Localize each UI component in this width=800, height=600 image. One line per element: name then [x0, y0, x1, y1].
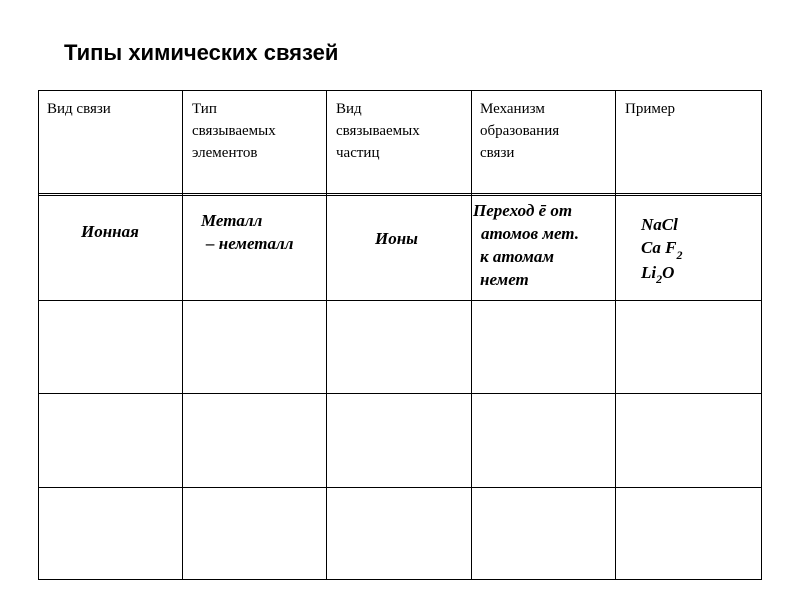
header-element-type: Тип связываемых элементов [192, 101, 276, 161]
row-divider [39, 487, 761, 488]
row-divider [39, 300, 761, 301]
header-bond-type: Вид связи [47, 101, 111, 117]
column-divider [326, 91, 327, 579]
cell-element-type: Металл – неметалл [201, 211, 294, 253]
cell-mechanism: Переход ē от атомов мет. к атомам немет [473, 201, 579, 289]
cell-bond-type: Ионная [81, 222, 139, 241]
page-title: Типы химических связей [64, 40, 339, 65]
cell-particles: Ионы [375, 229, 418, 248]
header-particle-type: Вид связываемых частиц [336, 101, 420, 161]
formula-li2o: $Li_2O$ [641, 263, 675, 286]
header-mechanism: Механизм образования связи [480, 101, 560, 161]
column-divider [471, 91, 472, 579]
column-divider [182, 91, 183, 579]
formula-caf2: Ca $F_2$ [641, 238, 683, 262]
formula-nacl: NaCl [641, 215, 678, 234]
header-example: Пример [625, 101, 676, 117]
row-divider [39, 393, 761, 394]
column-divider [615, 91, 616, 579]
bond-types-table [38, 90, 762, 580]
cell-example [641, 213, 682, 286]
header-divider [39, 193, 761, 196]
